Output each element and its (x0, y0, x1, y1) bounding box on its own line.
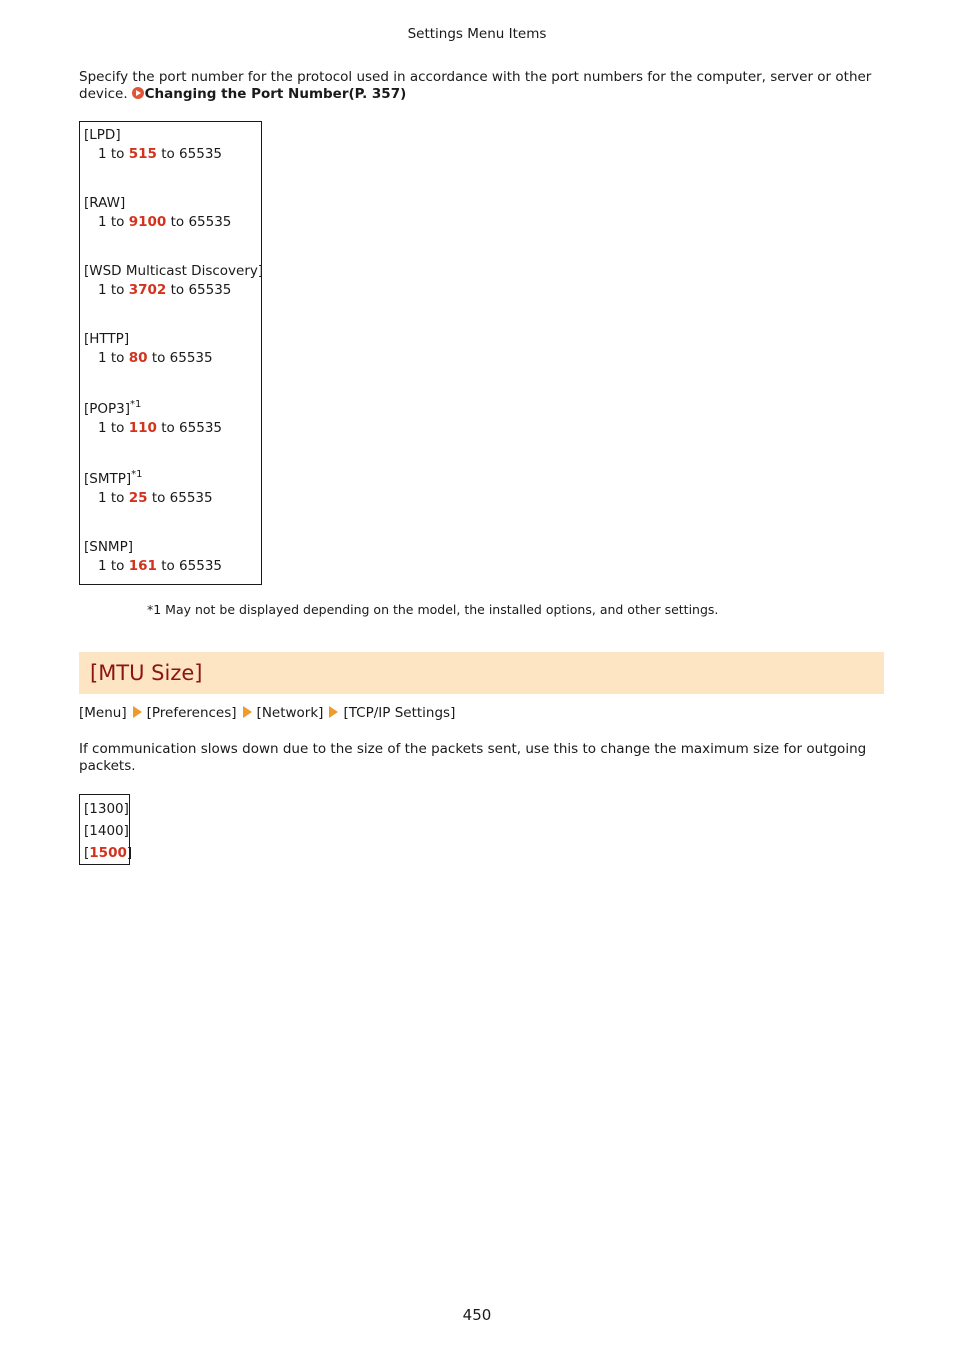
default-value: 80 (128, 350, 148, 366)
intro-paragraph (79, 69, 884, 103)
section-description: If communication slows down due to the size of the packets sent, use this to change the maximum size for outgoing packets. (79, 741, 867, 774)
port-entry-pop3 (84, 400, 222, 438)
default-value: 9100 (128, 214, 167, 230)
port-range: 1 to 515 to 65535 (98, 146, 223, 162)
footnote: *1 May not be displayed depending on the model, the installed options, and other settings. (147, 602, 719, 617)
port-name: $[POP3]^{*1}$ (84, 399, 142, 417)
section-heading: [MTU Size] (79, 652, 884, 694)
port-entry-lpd (84, 126, 222, 164)
breadcrumb-item: [TCP/IP Settings] (343, 705, 456, 721)
port-range: 1 to 161 to 65535 (98, 558, 223, 574)
default-value: 25 (128, 490, 148, 506)
triangle-arrow-icon (133, 706, 142, 718)
port-name: [SMTP]$^{*1}$ (84, 469, 143, 487)
mtu-option-default: [1500] (84, 845, 133, 861)
port-range: 1 to 25 to 65535 (98, 490, 213, 506)
footnote-marker: *1 (130, 399, 142, 410)
port-range: 1 to 80 to 65535 (98, 350, 213, 366)
mtu-option: [1400] (84, 823, 129, 839)
circle-arrow-icon[interactable] (132, 87, 144, 99)
breadcrumb-item: [Network] (256, 705, 324, 721)
default-value: 3702 (128, 282, 167, 298)
default-value: 110 (128, 420, 157, 436)
port-range: 1 to 110 to 65535 (98, 420, 223, 436)
page-number: 450 (462, 1306, 492, 1324)
port-range: 1 to 3702 to 65535 (98, 282, 232, 298)
breadcrumb-item: [Menu] (79, 705, 127, 721)
footnote-marker: *1 (131, 469, 143, 480)
mtu-option: [1300] (84, 801, 129, 817)
triangle-arrow-icon (329, 706, 338, 718)
default-value: 161 (128, 558, 157, 574)
triangle-arrow-icon (243, 706, 252, 718)
port-entry-smtp (84, 470, 213, 508)
port-number-link[interactable]: Changing the Port Number(P. 357) (144, 86, 407, 102)
port-entry-http (84, 330, 213, 368)
default-value: 515 (128, 146, 157, 162)
port-name: [SNMP] (84, 539, 133, 555)
port-range: 1 to 9100 to 65535 (98, 214, 232, 230)
port-name: [HTTP] (84, 331, 130, 347)
port-name: [WSD Multicast Discovery] (84, 263, 264, 279)
breadcrumb-item: [Preferences] (146, 705, 237, 721)
port-entry-raw (84, 194, 231, 232)
port-settings-box (79, 121, 262, 585)
port-name: [RAW] (84, 195, 126, 211)
port-entry-snmp (84, 538, 222, 576)
default-value: 1500 (89, 845, 127, 861)
port-entry-wsd (84, 262, 263, 300)
breadcrumb (79, 704, 455, 723)
mtu-options-box (79, 794, 133, 865)
running-header: Settings Menu Items (407, 26, 547, 42)
intro-text: Specify the port number for the protocol used in accordance with the port numbers for the computer, server or other device. (79, 69, 872, 102)
port-name: [LPD] (84, 127, 121, 143)
